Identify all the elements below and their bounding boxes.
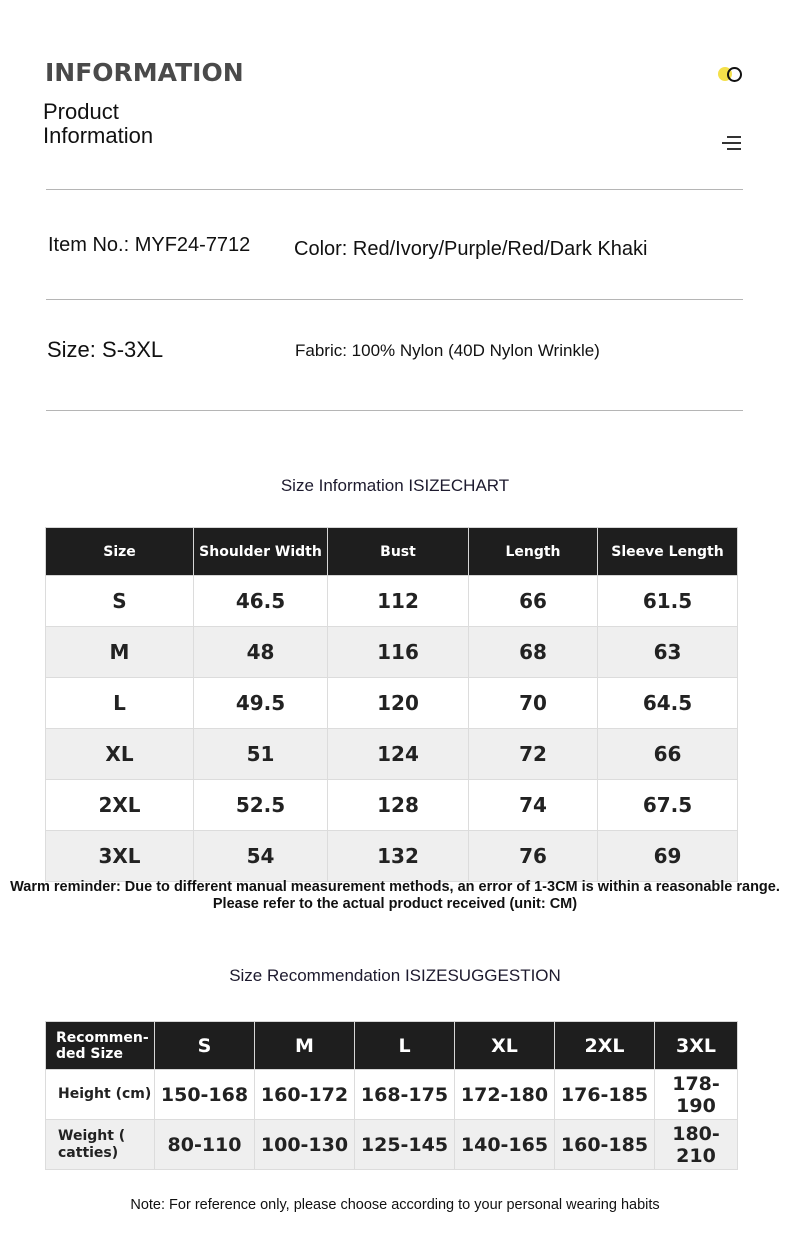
table-cell: 68 xyxy=(469,627,598,678)
table-cell: 176-185 xyxy=(555,1070,655,1120)
table-cell: 132 xyxy=(328,831,469,882)
table-cell: 72 xyxy=(469,729,598,780)
subheading-line-2: Information xyxy=(43,123,154,148)
table-cell: 120 xyxy=(328,678,469,729)
recommendation-header-row xyxy=(46,1022,738,1070)
item-number: Item No.: MYF24-7712 xyxy=(48,234,251,256)
measurement-reminder xyxy=(0,879,790,913)
table-cell: 76 xyxy=(469,831,598,882)
table-cell: 74 xyxy=(469,780,598,831)
size-range: Size: S-3XL xyxy=(47,337,164,362)
column-header: Shoulder Width xyxy=(194,528,328,576)
table-cell: 54 xyxy=(194,831,328,882)
table-cell: 124 xyxy=(328,729,469,780)
table-cell: 112 xyxy=(328,576,469,627)
section-heading: INFORMATION xyxy=(45,58,244,87)
fabric-info: Fabric: 100% Nylon (40D Nylon Wrinkle) xyxy=(295,341,600,360)
size-chart-title: Size Information ISIZECHART xyxy=(280,476,510,495)
table-cell: 160-172 xyxy=(255,1070,355,1120)
table-cell: 66 xyxy=(598,729,738,780)
table-cell: 125-145 xyxy=(355,1120,455,1170)
table-cell: 67.5 xyxy=(598,780,738,831)
table-row xyxy=(46,729,738,780)
table-cell: 2XL xyxy=(46,780,194,831)
reminder-line-1: Warm reminder: Due to different manual measurement methods, an error of 1-3CM is within a reasonable range. xyxy=(10,879,780,895)
table-cell: 63 xyxy=(598,627,738,678)
table-cell: 69 xyxy=(598,831,738,882)
color-info: Color: Red/Ivory/Purple/Red/Dark Khaki xyxy=(294,238,648,260)
size-header: XL xyxy=(455,1022,555,1070)
table-cell: 48 xyxy=(194,627,328,678)
table-cell: 64.5 xyxy=(598,678,738,729)
section-subheading xyxy=(43,100,153,148)
height-label: Height (cm) xyxy=(46,1070,155,1120)
recommendation-title: Size Recommendation ISIZESUGGESTION xyxy=(229,966,561,985)
table-cell: 80-110 xyxy=(155,1120,255,1170)
table-cell: 178-190 xyxy=(655,1070,738,1120)
divider xyxy=(46,189,743,190)
table-cell: 66 xyxy=(469,576,598,627)
table-cell: 70 xyxy=(469,678,598,729)
weight-label: Weight ( catties) xyxy=(46,1120,155,1170)
size-header: S xyxy=(155,1022,255,1070)
subheading-line-1: Product xyxy=(43,99,119,124)
divider xyxy=(46,410,743,411)
table-cell: 61.5 xyxy=(598,576,738,627)
table-cell: 116 xyxy=(328,627,469,678)
toggle-icon[interactable] xyxy=(718,66,742,82)
table-cell: 180-210 xyxy=(655,1120,738,1170)
size-chart-header-row xyxy=(46,528,738,576)
size-header: 2XL xyxy=(555,1022,655,1070)
table-cell: M xyxy=(46,627,194,678)
weight-row xyxy=(46,1120,738,1170)
column-header: Length xyxy=(469,528,598,576)
table-cell: 172-180 xyxy=(455,1070,555,1120)
table-row xyxy=(46,627,738,678)
column-header: Sleeve Length xyxy=(598,528,738,576)
table-cell: 51 xyxy=(194,729,328,780)
reference-note: Note: For reference only, please choose according to your personal wearing habits xyxy=(130,1197,660,1213)
table-row xyxy=(46,576,738,627)
table-cell: 150-168 xyxy=(155,1070,255,1120)
table-cell: 100-130 xyxy=(255,1120,355,1170)
table-cell: 128 xyxy=(328,780,469,831)
table-cell: 49.5 xyxy=(194,678,328,729)
table-cell: 46.5 xyxy=(194,576,328,627)
column-header: Size xyxy=(46,528,194,576)
size-chart-table xyxy=(45,527,738,882)
table-cell: XL xyxy=(46,729,194,780)
table-cell: 160-185 xyxy=(555,1120,655,1170)
table-cell: 140-165 xyxy=(455,1120,555,1170)
table-row xyxy=(46,678,738,729)
reminder-line-2: Please refer to the actual product received (unit: CM) xyxy=(212,896,578,912)
table-cell: L xyxy=(46,678,194,729)
table-cell: 168-175 xyxy=(355,1070,455,1120)
size-header: L xyxy=(355,1022,455,1070)
size-header: M xyxy=(255,1022,355,1070)
size-recommendation-table xyxy=(45,1021,738,1170)
column-header: Bust xyxy=(328,528,469,576)
toggle-ring xyxy=(727,67,742,82)
size-header: 3XL xyxy=(655,1022,738,1070)
table-cell: 3XL xyxy=(46,831,194,882)
table-cell: 52.5 xyxy=(194,780,328,831)
height-row xyxy=(46,1070,738,1120)
divider xyxy=(46,299,743,300)
table-row xyxy=(46,831,738,882)
table-row xyxy=(46,780,738,831)
recommended-size-label: Recommen-ded Size xyxy=(46,1022,155,1070)
table-cell: S xyxy=(46,576,194,627)
menu-icon[interactable] xyxy=(722,136,742,154)
